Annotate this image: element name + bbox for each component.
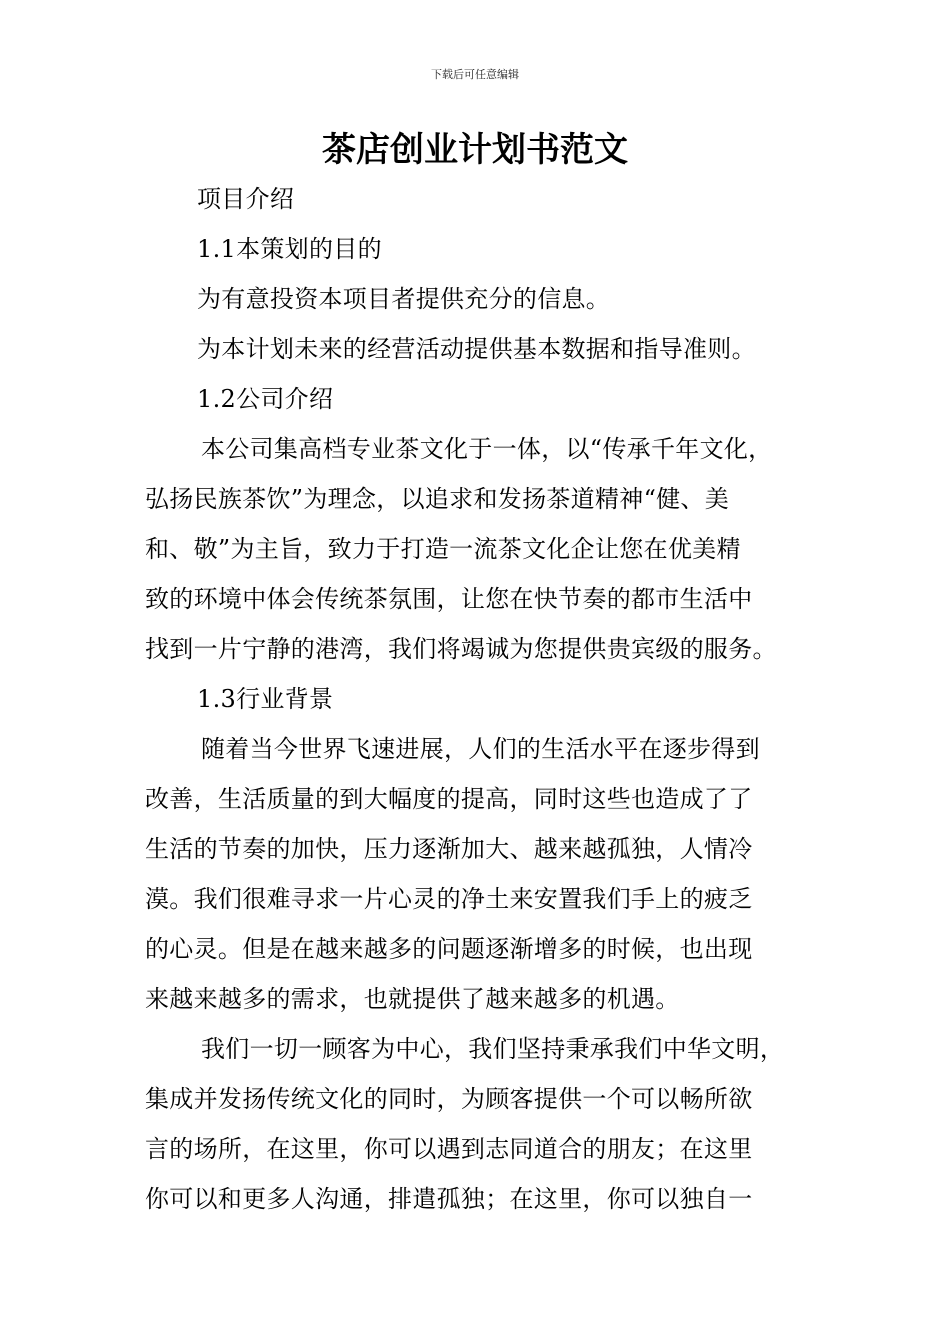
paragraph-line: 的心灵。但是在越来越多的问题逐渐增多的时候，也出现 bbox=[145, 935, 753, 963]
paragraph-line: 本公司集高档专业茶文化于一体，以“传承千年文化， bbox=[201, 435, 773, 463]
paragraph-line: 改善，生活质量的到大幅度的提高，同时这些也造成了了 bbox=[145, 785, 753, 813]
section-heading-1-2: 1.2公司介绍 bbox=[197, 385, 334, 413]
paragraph-line: 随着当今世界飞速进展，人们的生活水平在逐步得到 bbox=[201, 735, 760, 763]
paragraph-line: 弘扬民族茶饮”为理念，以追求和发扬茶道精神“健、美 bbox=[145, 485, 730, 513]
document-body bbox=[145, 174, 815, 1224]
document-title: 茶店创业计划书范文 bbox=[322, 130, 628, 170]
paragraph-line: 你可以和更多人沟通，排遣孤独；在这里，你可以独自一 bbox=[145, 1185, 753, 1213]
paragraph-line: 漠。我们很难寻求一片心灵的净土来安置我们手上的疲乏 bbox=[145, 885, 753, 913]
paragraph-line: 致的环境中体会传统茶氛围，让您在快节奏的都市生活中 bbox=[145, 585, 753, 613]
paragraph-line: 集成并发扬传统文化的同时，为顾客提供一个可以畅所欲 bbox=[145, 1085, 753, 1113]
paragraph-line: 生活的节奏的加快，压力逐渐加大、越来越孤独，人情冷 bbox=[145, 835, 753, 863]
paragraph-line: 为本计划未来的经营活动提供基本数据和指导准则。 bbox=[197, 335, 756, 363]
header-note: 下载后可任意编辑 bbox=[431, 68, 519, 81]
section-heading-1-3: 1.3行业背景 bbox=[197, 685, 334, 713]
paragraph-line: 为有意投资本项目者提供充分的信息。 bbox=[197, 285, 611, 313]
section-heading-1-1: 1.1本策划的目的 bbox=[197, 235, 382, 263]
paragraph-line: 来越来越多的需求，也就提供了越来越多的机遇。 bbox=[145, 985, 680, 1013]
section-heading-project-intro: 项目介绍 bbox=[197, 185, 295, 213]
paragraph-line: 我们一切一顾客为中心，我们坚持秉承我们中华文明， bbox=[201, 1035, 785, 1063]
paragraph-line: 和、敬”为主旨，致力于打造一流茶文化企让您在优美精 bbox=[145, 535, 741, 563]
paragraph-line: 找到一片宁静的港湾，我们将竭诚为您提供贵宾级的服务。 bbox=[145, 635, 777, 663]
paragraph-line: 言的场所，在这里，你可以遇到志同道合的朋友；在这里 bbox=[145, 1135, 753, 1163]
